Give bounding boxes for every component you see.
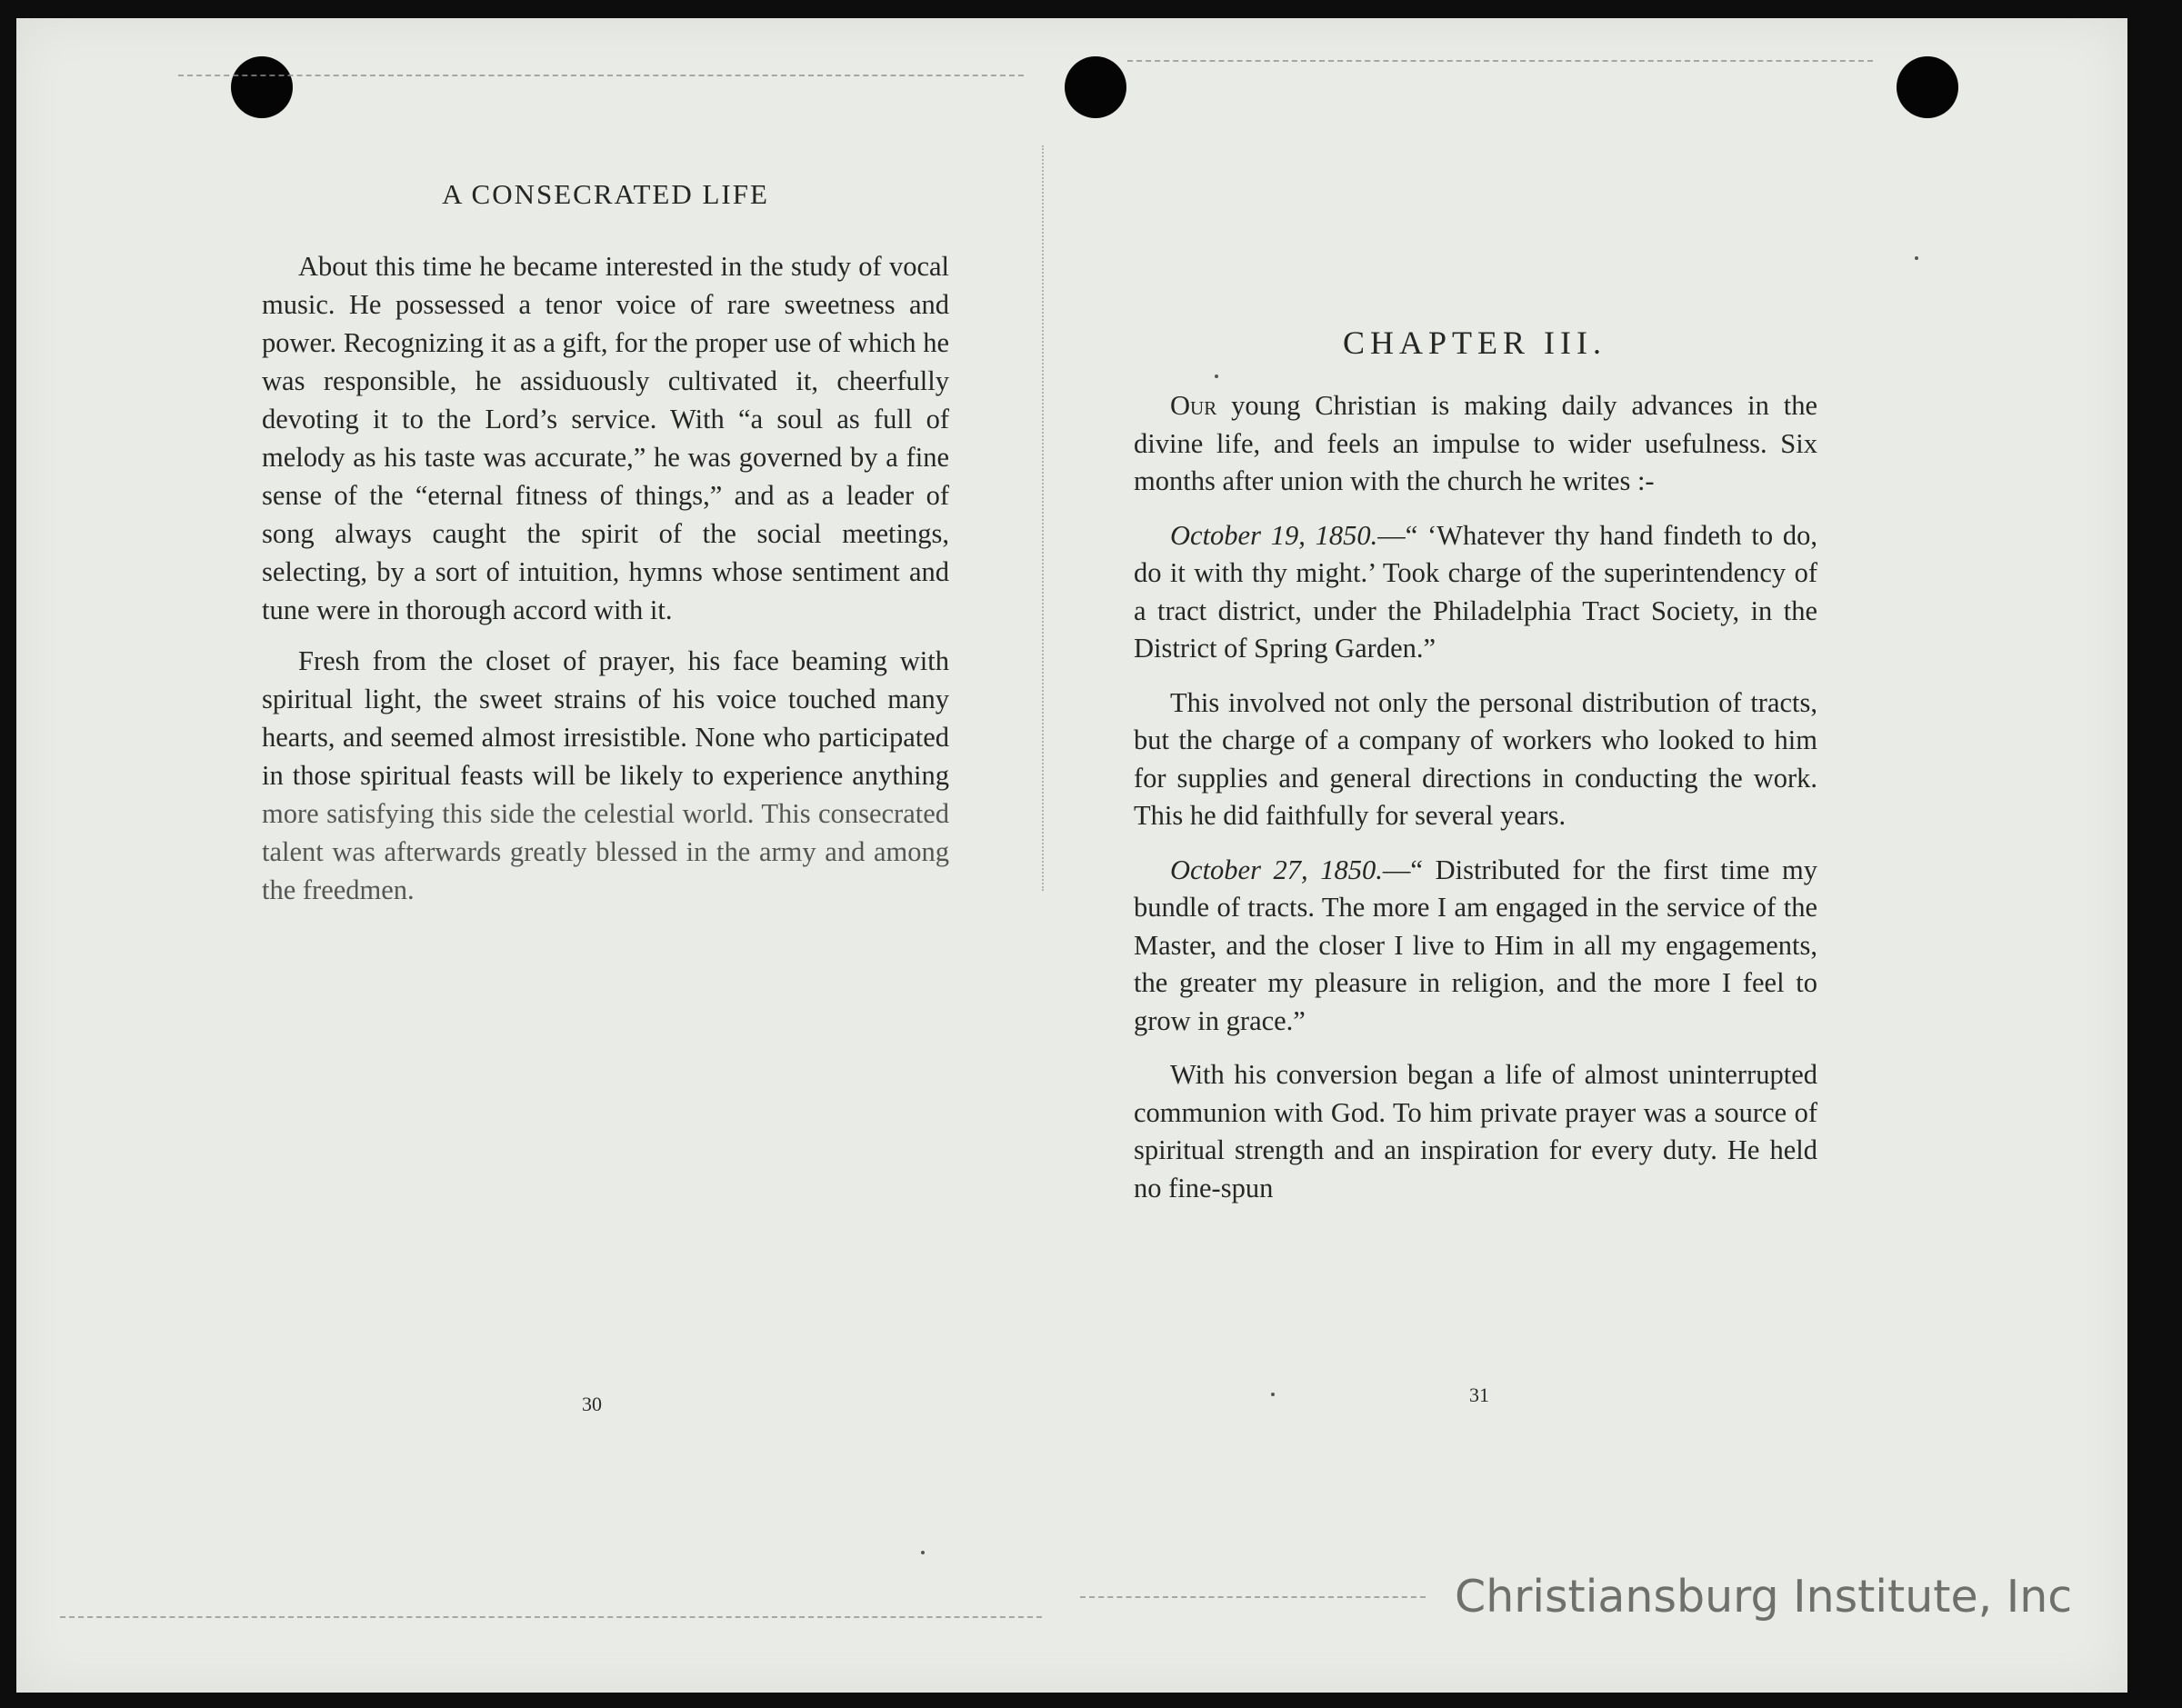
punch-hole-center: [1065, 56, 1126, 118]
left-paragraph-2: [262, 642, 949, 909]
entry-date-1: October 19, 1850.: [1170, 519, 1378, 551]
fold-line-top-left: [178, 75, 1024, 76]
fold-line-top-right: [1127, 60, 1873, 62]
right-paragraph-1: [1134, 387, 1817, 501]
left-paragraph-2-faded: more satisfying this side the celestial world. This consecrated talent was afterwards greatly blessed in the army and among the freedmen.: [262, 798, 949, 905]
right-paragraph-3: This involved not only the personal distribution of tracts, but the charge of a company of workers who looked to him for supplies and general directions in conducting the work. This he did faithfully for several years.: [1134, 686, 1817, 831]
watermark: Christiansburg Institute, Inc: [1455, 1571, 2073, 1623]
punch-hole-left: [231, 56, 293, 118]
entry-date-2: October 27, 1850.: [1170, 854, 1383, 885]
page-number-right: 31: [1469, 1383, 1489, 1406]
fold-line-bottom-right: [1080, 1596, 1426, 1598]
fold-line-bottom-left: [60, 1616, 1042, 1618]
right-paragraph-5: With his conversion began a life of almost uninterrupted communion with God. To him private prayer was a source of spiritual strength and an inspiration for every duty. He held no fine-spun: [1134, 1059, 1817, 1204]
journal-entry-1: [1134, 517, 1817, 668]
left-paragraph-1: About this time he became interested in the study of vocal music. He possessed a tenor voice of rare sweetness and power. Recognizing it as a gift, for the proper use of which he was responsible, he assiduously cultivated it, cheerfully devoting it to the Lord’s service. With “a soul as full of melody as his taste was accurate,” he was governed by a fine sense of the “eternal fitness of things,” and as a leader of song always caught the spirit of the social meetings, selecting, by a sort of intuition, hymns whose sentiment and tune were in thorough accord with it.: [262, 251, 949, 625]
left-page: [262, 178, 949, 922]
punch-hole-right: [1897, 56, 1958, 118]
right-page: [1134, 387, 1817, 1224]
opening-word: Our: [1170, 390, 1217, 421]
left-paragraph-2-text: Fresh from the closet of prayer, his face beaming with spiritual light, the sweet strains of his voice touched many hearts, and seemed almost irresistible. None who participated in those spiritual feasts will be likely to experience anything: [262, 645, 949, 791]
page-number-left: 30: [582, 1393, 602, 1415]
chapter-title: CHAPTER III.: [1343, 325, 1606, 361]
scan-speck: [1215, 375, 1218, 378]
scan-speck: [1915, 256, 1918, 260]
scan-speck: [1271, 1393, 1275, 1396]
page-gutter: [1042, 145, 1044, 891]
running-head: A CONSECRATED LIFE: [442, 178, 769, 210]
journal-entry-2: [1134, 852, 1817, 1041]
opening-text: young Christian is making daily advances in the divine life, and feels an impulse to wider usefulness. Six months after union with the church he writes :-: [1134, 390, 1817, 496]
scan-speck: [921, 1551, 925, 1554]
entry-text-2: —“ Distributed for the first time my bundle of tracts. The more I am engaged in the service of the Master, and the closer I live to Him in all my engagements, the greater my pleasure in religion, and the more I feel to grow in grace.”: [1134, 854, 1817, 1036]
entry-text-1: —“ ‘Whatever thy hand findeth to do, do it with thy might.’ Took charge of the superintendency of a tract district, under the Philadelphia Tract Society, in the District of Spring Garden.”: [1134, 519, 1817, 664]
